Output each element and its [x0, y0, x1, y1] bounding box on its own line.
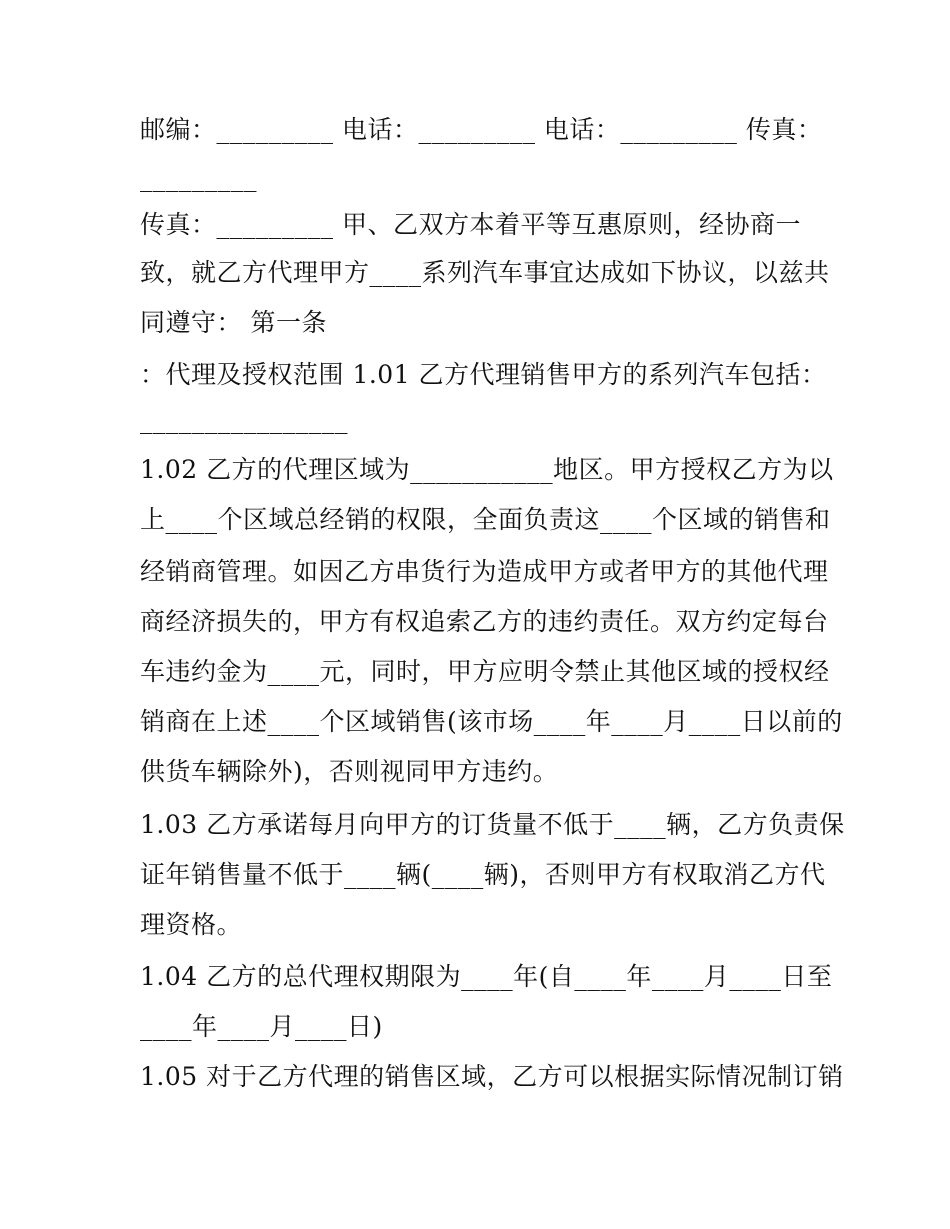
text-line: 邮编：_________ 电话：_________ 电话：_________ 传真：	[140, 115, 823, 144]
text-line: 同遵守： 第一条	[140, 308, 327, 337]
text-line: 经销商管理。如因乙方串货行为造成甲方或者甲方的其他代理	[140, 557, 829, 586]
text-line: 1.04 乙方的总代理权期限为____年(自____年____月____日至	[140, 962, 833, 991]
text-line: 证年销售量不低于____辆(____辆)，否则甲方有权取消乙方代	[140, 860, 826, 889]
text-line: 致，就乙方代理甲方____系列汽车事宜达成如下协议，以兹共	[140, 258, 830, 287]
text-line: 1.05 对于乙方代理的销售区域，乙方可以根据实际情况制订销	[140, 1062, 844, 1091]
text-line: ________________	[140, 405, 348, 434]
text-line: ：代理及授权范围 1.01 乙方代理销售甲方的系列汽车包括：	[140, 360, 827, 389]
text-line: ____年____月____日)	[140, 1012, 383, 1041]
text-line: 1.03 乙方承诺每月向甲方的订货量不低于____辆，乙方负责保	[140, 810, 845, 839]
text-line: _________	[140, 163, 257, 192]
text-line: 理资格。	[140, 910, 243, 939]
text-line: 1.02 乙方的代理区域为___________地区。甲方授权乙方为以	[140, 455, 834, 484]
text-line: 商经济损失的，甲方有权追索乙方的违约责任。双方约定每台	[140, 607, 829, 636]
text-line: 传真：_________ 甲、乙双方本着平等互惠原则，经协商一	[140, 210, 801, 239]
text-line: 供货车辆除外)，否则视同甲方违约。	[140, 757, 559, 786]
text-line: 车违约金为____元，同时，甲方应明令禁止其他区域的授权经	[140, 657, 830, 686]
text-line: 销商在上述____个区域销售(该市场____年____月____日以前的	[140, 707, 843, 736]
text-line: 上____个区域总经销的权限，全面负责这____个区域的销售和	[140, 505, 831, 534]
